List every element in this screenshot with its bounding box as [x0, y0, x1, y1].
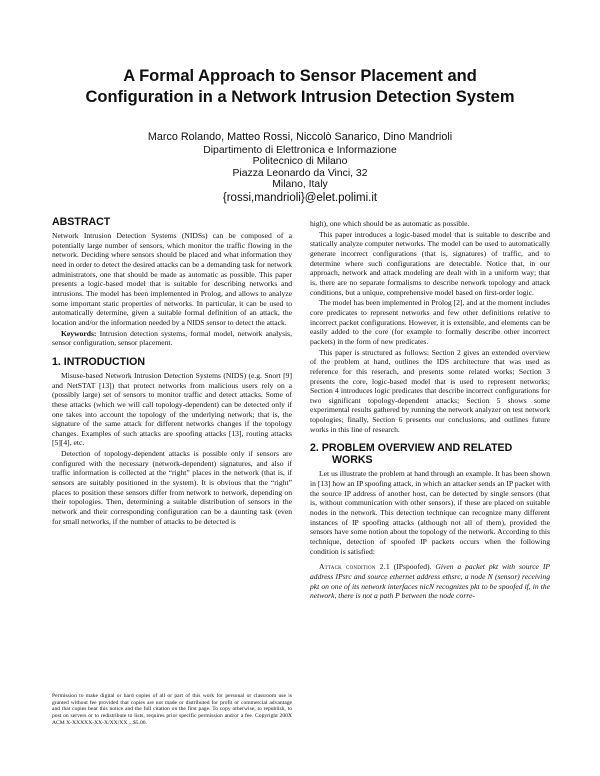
attack-condition-text: Given a packet pkt with source IP address IPsrc and source ethernet address ethsrc, a node N (sensor) receiving pkt on one of its network interfaces nicN recognizes pkt to be spoofed if, in the network, there is not a path P between the node corre- [310, 562, 550, 601]
section2-heading-line-2: WORKS [332, 454, 373, 467]
attack-condition-name: (IPspoofed). [393, 562, 432, 572]
affiliation-city: Milano, Italy [272, 179, 328, 191]
author-email: {rossi,mandrioli}@elet.polimi.it [222, 191, 378, 204]
intro-paragraph-3: This paper introduces a logic-based model that is suitable to describe and statically analyze computer networks. The model can be used to automatically generate incorrect configurations (that is, signatures) of traffic, and to determine where such configurations are detectable. Notice that, in our approach, network and attack modeling are dealt with in a uniform way; that is, there are no separate formalisms to describe network topology and attack conditions, but a unique, comprehensive model based on first-order logic. [310, 229, 550, 297]
affiliation-address: Piazza Leonardo da Vinci, 32 [232, 167, 368, 179]
attack-condition [310, 562, 550, 601]
abstract-text: Network Intrusion Detection Systems (NIDSs) can be composed of a potentially large number of sensors, which monitor the traffic flowing in the network. Deciding where sensors should be placed and what information they need in order to detect the desired attacks can be a demanding task for network administrators, one that should be made as automatic as possible. This paper presents a logic-based model that is suitable for describing networks and intrusions. The model has been implemented in Prolog, and allows to analyze some important static properties of networks. In particular, it can be used to automatically determine, given a suitable formal definition of an attack, the location and/or the information needed by a NIDS sensor to detect the attack. [52, 231, 292, 327]
intro-continued-paragraph: high), one which should be as automatic as possible. [310, 219, 470, 228]
affiliation-department: Dipartimento di Elettronica e Informazione [203, 144, 397, 156]
intro-paragraph-1: Misuse-based Network Intrusion Detection Systems (NIDS) (e.g. Snort [9] and NetSTAT [13]) that protect networks from malicious users rely on a (possibly large) set of sensors to monitor traffic and detect attacks. Some of these attacks (which we will call topology-dependent) can be detected only if one takes into account the topology of the underlying network; that is, the signature of the same attack for different networks changes if the topology changes. Examples of such attacks are spoofing attacks [13], routing attacks [5][4], etc. [52, 370, 292, 448]
right-column [310, 219, 550, 609]
keywords-paragraph [52, 329, 292, 348]
left-column [52, 216, 292, 526]
author-names: Marco Rolando, Matteo Rossi, Niccolò Sanarico, Dino Mandrioli [147, 131, 453, 143]
attack-condition-label: Attack condition 2.1 [319, 562, 390, 572]
copyright-footnote: Permission to make digital or hard copies of all or part of this work for personal or classroom use is granted without fee provided that copies are not made or distributed for profit or commercial advantage and that copies bear this notice and the full citation on the first page. To copy otherwise, to republish, to post on servers or to redistribute to lists, requires prior specific permission and/or a fee. Copyright 200X ACM X-XXXXX-XX-X/XX/XX ...$5.00. [52, 693, 292, 726]
intro-paragraph-2: Detection of topology-dependent attacks is possible only if sensors are configured with the necessary (network-dependent) signatures, and also if traffic information is collected at the “right” places in the network (that is, if sensors are suitably positioned in the system). It is obvious that the “right” places to position these sensors differ from network to network, depending on their topologies. Then, determining a suitable distribution of sensors in the network and their corresponding configuration can be a daunting task (even for small networks, if the number of attacks to be detected is [52, 449, 292, 526]
section2-paragraph-1: Let us illustrate the problem at hand through an example. It has been shown in [13] how an IP spoofing attack, in which an attacker sends an IP packet with the source IP address of another host, can be detected by single sensors (that is, without communication with other sensors), if these are placed on suitable nodes in the network. This detection technique can recognize many different instances of IP spoofing attacks (although not all of them), provided the sensors have some notion about the topology of the network. According to this technique, detection of spoofed IP packets occurs when the following condition is satisfied: [310, 469, 550, 556]
section2-heading [310, 442, 550, 466]
paper-title [40, 66, 560, 108]
intro-paragraph-5: This paper is structured as follows: Section 2 gives an extended overview of the problem at hand, outlines the IDS architecture that was used as reference for this reserach, and presents some related works; Section 3 presents the core, logic-based model that is used to represent networks; Section 4 introduces logic predicates that describe incorrect configurations for two significant topology-dependent attacks; Section 5 shows some experimental results gathered by running the network analyzer on test network topologies; finally, Section 6 presents our conclusions, and outlines future works in this line of research. [310, 347, 550, 434]
section2-heading-line-1: 2. PROBLEM OVERVIEW AND RELATED [310, 442, 513, 455]
abstract-heading: ABSTRACT [52, 216, 111, 228]
title-line-2: Configuration in a Network Intrusion Detection System [85, 88, 515, 106]
affiliation-university: Politecnico di Milano [252, 156, 348, 168]
title-line-1: A Formal Approach to Sensor Placement and [123, 67, 477, 85]
keywords-label: Keywords: [61, 328, 97, 338]
keywords-text: Intrusion detection systems, formal model, network analysis, sensor configuration, sensor placement. [52, 328, 292, 348]
author-block [60, 132, 540, 205]
intro-paragraph-4: The model has been implemented in Prolog [2], and at the moment includes core predicates to represent networks and few other definitions relative to incorrect packet configurations. However, it is extensible, and elements can be easily added to the core (for example to formally describe other incorrect packets) in the form of new predicates. [310, 298, 550, 346]
introduction-heading: 1. INTRODUCTION [52, 355, 145, 368]
